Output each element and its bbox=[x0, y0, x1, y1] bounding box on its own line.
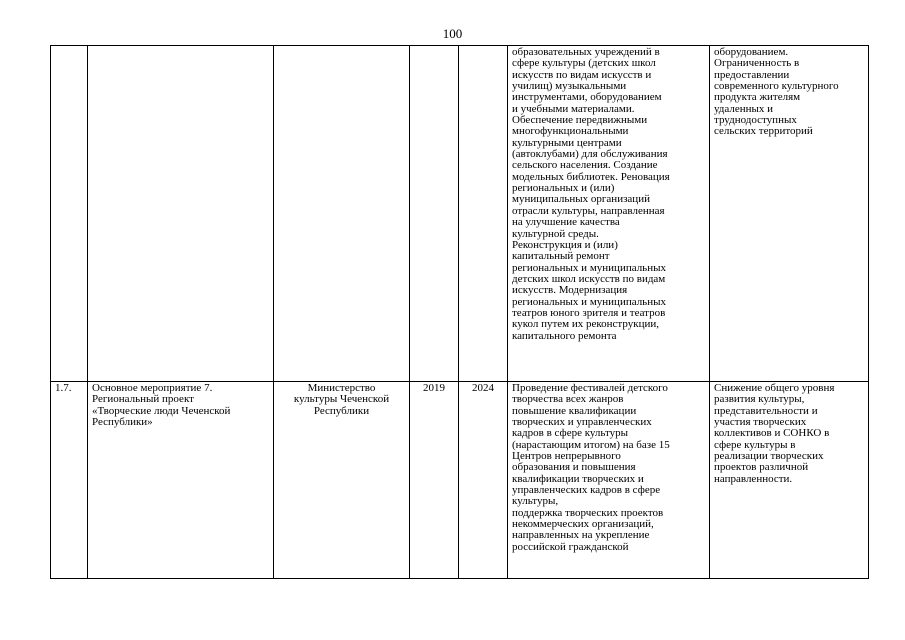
page-number: 100 bbox=[442, 26, 463, 41]
consequence-cell: Снижение общего уровня развития культуры, представительности и участия творческих коллективов и СОНКО в сфере культуры в реализации творческих проектов различной направленности. bbox=[710, 382, 869, 579]
executor-cell bbox=[274, 46, 410, 382]
measures-table bbox=[50, 45, 869, 579]
expected-result-cell: Проведение фестивалей детского творчества всех жанров повышение квалификации творческих и управленческих кадров в сфере культуры (нарастающим итогом) на базе 15 Центров непрерывного образования и повышения квалификации творческих и управленческих кадров в сфере культуры, поддержка творческих проектов некоммерческих организаций, направленных на укрепление российской гражданской bbox=[508, 382, 710, 579]
consequence-cell: оборудованием. Ограниченность в предоставлении современного культурного продукта жителям удаленных и труднодоступных сельских территорий bbox=[710, 46, 869, 382]
start-year-cell bbox=[410, 46, 459, 382]
row-number-cell bbox=[51, 46, 88, 382]
table-row bbox=[51, 382, 869, 579]
table-row bbox=[51, 46, 869, 382]
end-year-cell bbox=[459, 46, 508, 382]
end-year-cell: 2024 bbox=[459, 382, 508, 579]
executor-cell: Министерство культуры Чеченской Республики bbox=[274, 382, 410, 579]
row-number-cell: 1.7. bbox=[51, 382, 88, 579]
measure-name-cell bbox=[88, 46, 274, 382]
measure-name-cell: Основное мероприятие 7. Региональный проект «Творческие люди Чеченской Республики» bbox=[88, 382, 274, 579]
start-year-cell: 2019 bbox=[410, 382, 459, 579]
expected-result-cell: образовательных учреждений в сфере культуры (детских школ искусств по видам искусств и училищ) музыкальными инструментами, оборудованием и учебными материалами. Обеспечение передвижными многофункциональными культурными центрами (автоклубами) для обслуживания сельского населения. Создание модельных библиотек. Реновация региональных и (или) муниципальных организаций отрасли культуры, направленная на улучшение качества культурной среды. Реконструкция и (или) капитальный ремонт региональных и муниципальных детских школ искусств по видам искусств. Модернизация региональных и муниципальных театров юного зрителя и театров кукол путем их реконструкции, капитального ремонта bbox=[508, 46, 710, 382]
